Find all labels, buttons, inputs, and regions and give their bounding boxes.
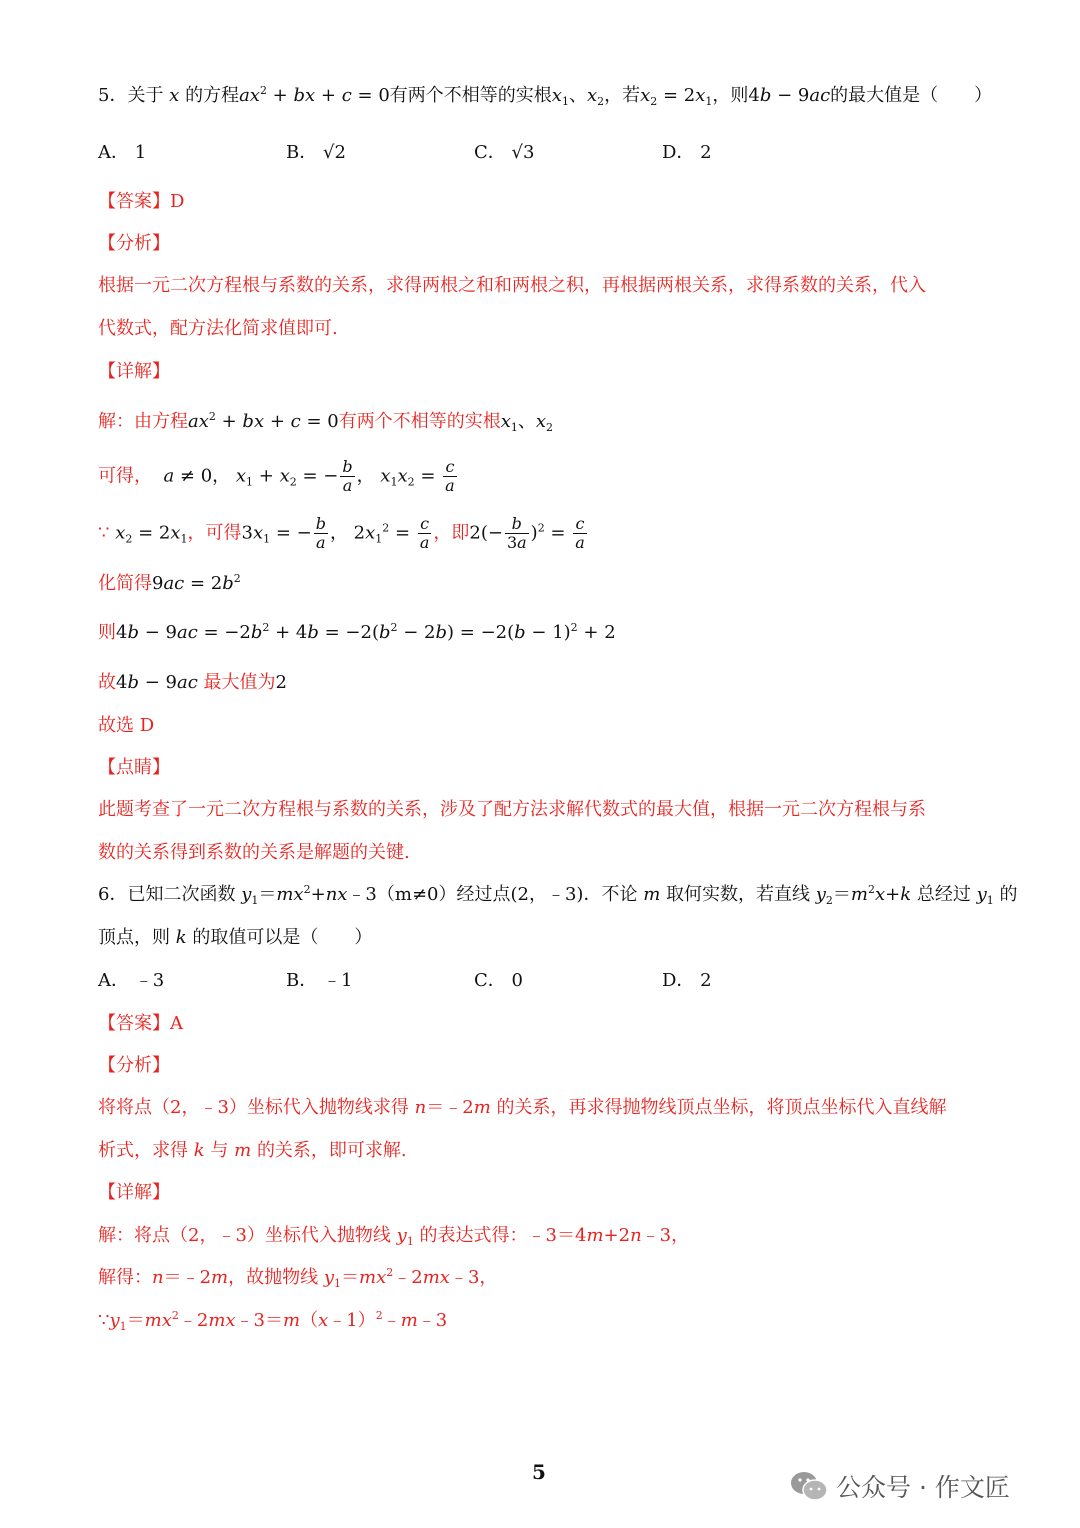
q6-number: 6．: [98, 884, 128, 905]
q5-detail-tag: 【详解】: [98, 361, 170, 382]
q6-option-c: C． 0: [474, 970, 523, 991]
watermark: 公众号 · 作文匠: [790, 1468, 1010, 1508]
q5-detail-line3: ∵ $x_2 = 2x_1$，可得$3x_1$ = − $\frac{b}{a}$ ， $2x_1^2$ = $\frac{c}{a}$ ，即2(− $\frac{b}{3a}$ )$^2$ = $\frac{c}{a}$: [98, 514, 585, 552]
q5-comment-line2: 数的关系得到系数的关系是解题的关键.: [98, 842, 410, 863]
q5-comment-tag: 【点睛】: [98, 757, 170, 778]
q6-stem-line1: 6．已知二次函数 $y_1=mx^2+nx﹣3(m\ne 0)$经过点(2，﹣3)．不论 m 取何实数，若直线 $y_2=m^2x+k$ 总经过 $y_1$ 的: [98, 883, 1018, 907]
q5-analysis-line2: 代数式，配方法化简求值即可.: [98, 318, 338, 339]
q6-detail-line1: 解：将点（2，﹣3）坐标代入抛物线 $y_1$ 的表达式得：﹣3＝4m+2n﹣3，: [98, 1225, 690, 1248]
wechat-icon: [790, 1470, 828, 1508]
q5-detail-line6: 故4b − 9ac 最大值为2: [98, 672, 287, 693]
q6-detail-line3: $\because y_1=mx^2﹣2mx﹣3=m(x﹣1)^2﹣m﹣3$: [98, 1309, 448, 1333]
q5-stem: 5．关于 x 的方程$ax^2$ + bx + c = 0有两个不相等的实根$x_1$、$x_2$，若$x_2 = 2x_1$，则4b − 9ac的最大值是（ ）: [98, 84, 993, 108]
q6-analysis-line1: 将将点（2，﹣3）坐标代入抛物线求得 n＝﹣2m 的关系，再求得抛物线顶点坐标，将顶点坐标代入直线解: [98, 1097, 947, 1118]
q5-detail-line2: 可得， a ≠ 0， $x_1 + x_2$ = − $\frac{b}{a}$ ， $x_1x_2$ = $\frac{c}{a}$: [98, 457, 455, 495]
q6-detail-tag: 【详解】: [98, 1182, 170, 1203]
q6-answer: 【答案】A: [98, 1013, 183, 1034]
q5-option-b: B． √2: [286, 142, 346, 163]
q6-detail-line2: 解得：n＝﹣2m，故抛物线 $y_1=mx^2﹣2mx﹣3$，: [98, 1266, 498, 1290]
q6-analysis-tag: 【分析】: [98, 1055, 170, 1076]
q5-comment-line1: 此题考查了一元二次方程根与系数的关系，涉及了配方法求解代数式的最大值，根据一元二次方程根与系: [98, 799, 926, 820]
q5-detail-line5: 则$4b - 9ac = -2b^2 + 4b = -2(b^2 - 2b) = -2(b - 1)^2 + 2$: [98, 621, 616, 643]
q6-option-a: A． ﹣3: [98, 970, 165, 991]
q5-number: 5．: [98, 85, 128, 106]
q5-option-c: C． √3: [474, 142, 535, 163]
q6-analysis-line2: 析式，求得 k 与 m 的关系，即可求解.: [98, 1140, 407, 1161]
q6-option-b: B． ﹣1: [286, 970, 353, 991]
q5-analysis-line1: 根据一元二次方程根与系数的关系，求得两根之和和两根之积，再根据两根关系，求得系数的关系，代入: [98, 275, 926, 296]
q5-detail-line1: 解：由方程$ax^2$ + bx + c = 0有两个不相等的实根$x_1$、$x_2$: [98, 410, 554, 434]
q6-option-d: D． 2: [662, 970, 712, 991]
q5-detail-line7: 故选 D: [98, 715, 155, 736]
q5-analysis-tag: 【分析】: [98, 233, 170, 254]
q5-option-d: D． 2: [662, 142, 712, 163]
q5-option-a: A． 1: [98, 142, 147, 163]
q5-detail-line4: 化简得$9ac = 2b^2$: [98, 572, 241, 594]
q5-answer: 【答案】D: [98, 191, 185, 212]
page-number: 5: [532, 1460, 546, 1484]
q6-stem-line2: 顶点，则 k 的取值可以是（ ）: [98, 927, 373, 948]
